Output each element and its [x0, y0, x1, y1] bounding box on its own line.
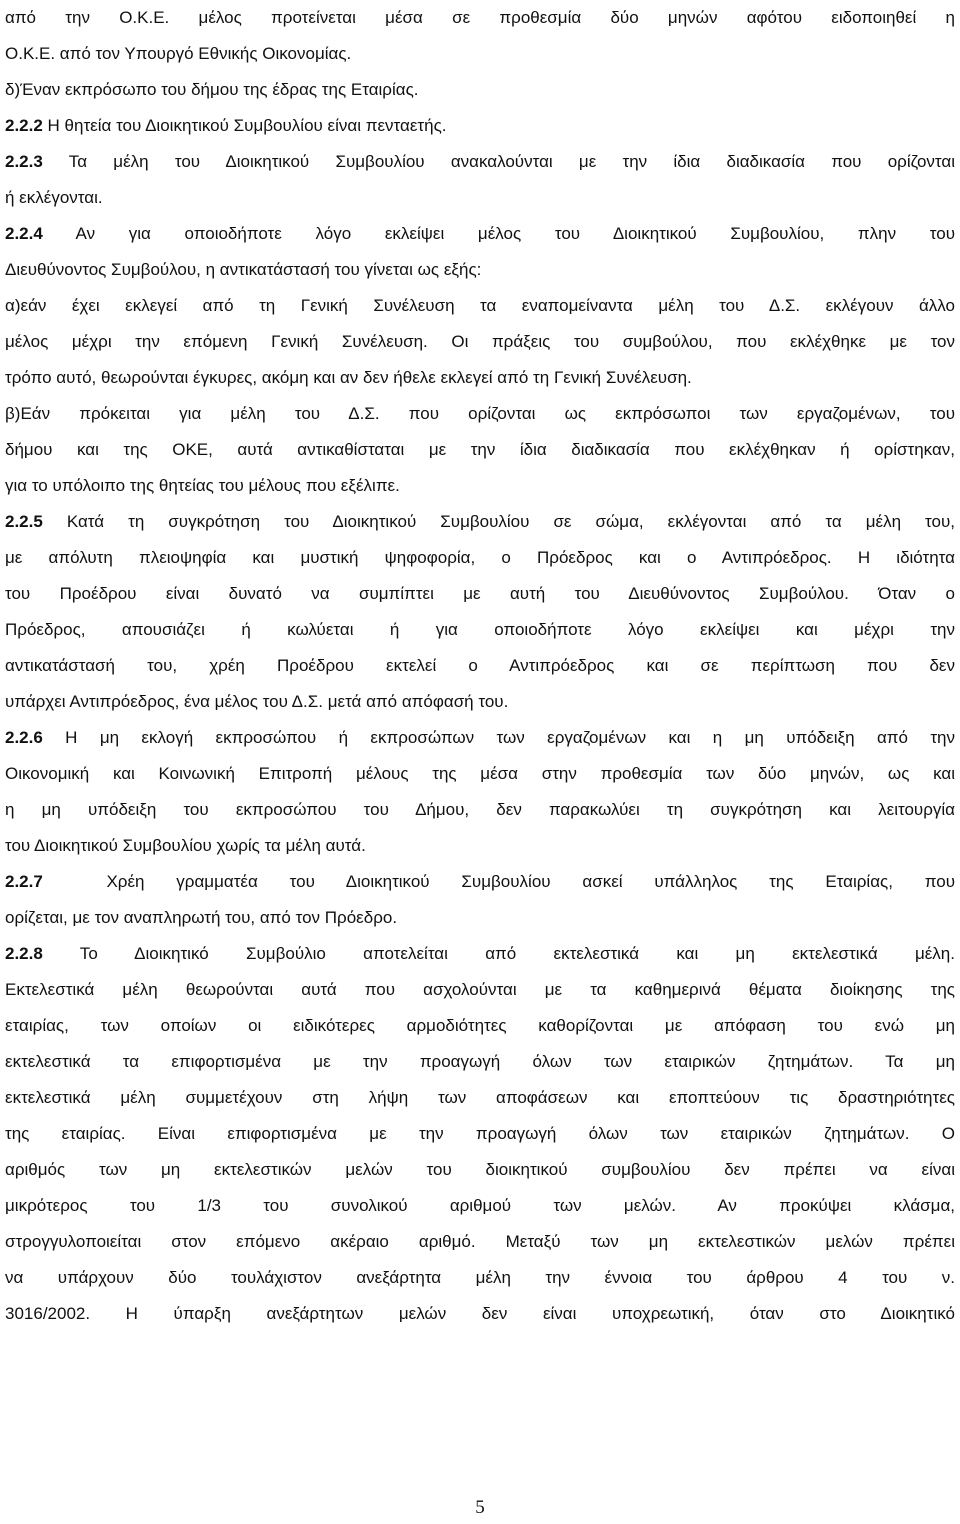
text-line	[5, 1188, 955, 1224]
text-line	[5, 360, 955, 396]
line-text: δήμου και της ΟΚΕ, αυτά αντικαθίσταται με την ίδια διαδικασία που εκλέχθηκαν ή ορίστηκαν,	[5, 440, 955, 459]
text-line	[5, 1080, 955, 1116]
line-text: Τα μέλη του Διοικητικού Συμβουλίου ανακαλούνται με την ίδια διαδικασία που ορίζονται	[42, 152, 955, 171]
line-text: εκτελεστικά τα επιφορτισμένα με την προαγωγή όλων των εταιρικών ζητημάτων. Τα μη	[5, 1052, 955, 1071]
text-line	[5, 0, 955, 36]
text-line	[5, 972, 955, 1008]
text-line	[5, 612, 955, 648]
text-line	[5, 1008, 955, 1044]
text-line	[5, 756, 955, 792]
line-text: του Προέδρου είναι δυνατό να συμπίπτει με αυτή του Διευθύνοντος Συμβούλου. Όταν ο	[5, 584, 955, 603]
text-line	[5, 432, 955, 468]
document-body	[5, 0, 955, 1332]
line-text: με απόλυτη πλειοψηφία και μυστική ψηφοφορία, ο Πρόεδρος και ο Αντιπρόεδρος. Η ιδιότητα	[5, 548, 955, 567]
line-text: Διευθύνοντος Συμβούλου, η αντικατάστασή του γίνεται ως εξής:	[5, 260, 482, 279]
line-text: υπάρχει Αντιπρόεδρος, ένα μέλος του Δ.Σ. μετά από απόφασή του.	[5, 692, 509, 711]
section-number: 2.2.3	[5, 152, 43, 171]
line-text: αντικατάστασή του, χρέη Προέδρου εκτελεί ο Αντιπρόεδρος και σε περίπτωση που δεν	[5, 656, 955, 675]
line-text: τρόπο αυτό, θεωρούνται έγκυρες, ακόμη και αν δεν ήθελε εκλεγεί από τη Γενική Συνέλευση.	[5, 368, 692, 387]
line-text: εταιρίας, των οποίων οι ειδικότερες αρμοδιότητες καθορίζονται με απόφαση του ενώ μη	[5, 1016, 955, 1035]
line-text: μέλος μέχρι την επόμενη Γενική Συνέλευση. Οι πράξεις του συμβούλου, που εκλέχθηκε με τον	[5, 332, 955, 351]
text-line	[5, 504, 955, 540]
text-line	[5, 180, 955, 216]
line-text: Οικονομική και Κοινωνική Επιτροπή μέλους της μέσα στην προθεσμία των δύο μηνών, ως και	[5, 764, 955, 783]
text-line	[5, 1044, 955, 1080]
line-text: η μη υπόδειξη του εκπροσώπου του Δήμου, δεν παρακωλύει τη συγκρότηση και λειτουργία	[5, 800, 955, 819]
text-line	[5, 1224, 955, 1260]
line-text: ορίζεται, με τον αναπληρωτή του, από τον Πρόεδρο.	[5, 908, 398, 927]
line-text: Ο.Κ.Ε. από τον Υπουργό Εθνικής Οικονομίας.	[5, 44, 352, 63]
text-line	[5, 288, 955, 324]
text-line	[5, 36, 955, 72]
text-line	[5, 648, 955, 684]
section-number: 2.2.4	[5, 224, 43, 243]
line-text: στρογγυλοποιείται στον επόμενο ακέραιο αριθμό. Μεταξύ των μη εκτελεστικών μελών πρέπει	[5, 1232, 955, 1251]
line-text: β)Εάν πρόκειται για μέλη του Δ.Σ. που ορίζονται ως εκπρόσωποι των εργαζομένων, του	[5, 404, 955, 423]
section-number: 2.2.6	[5, 728, 43, 747]
line-text: να υπάρχουν δύο τουλάχιστον ανεξάρτητα μέλη την έννοια του άρθρου 4 του ν.	[5, 1268, 955, 1287]
line-text: μικρότερος του 1/3 του συνολικού αριθμού των μελών. Αν προκύψει κλάσμα,	[5, 1196, 955, 1215]
text-line	[5, 216, 955, 252]
text-line	[5, 144, 955, 180]
text-line	[5, 792, 955, 828]
line-text: αριθμός των μη εκτελεστικών μελών του διοικητικού συμβουλίου δεν πρέπει να είναι	[5, 1160, 955, 1179]
line-text: 3016/2002. Η ύπαρξη ανεξάρτητων μελών δεν είναι υποχρεωτική, όταν στο Διοικητικό	[5, 1304, 955, 1323]
line-text: Το Διοικητικό Συμβούλιο αποτελείται από εκτελεστικά και μη εκτελεστικά μέλη.	[42, 944, 955, 963]
text-line	[5, 720, 955, 756]
line-text: ή εκλέγονται.	[5, 188, 103, 207]
text-line	[5, 72, 955, 108]
section-number: 2.2.2	[5, 116, 43, 135]
text-line	[5, 684, 955, 720]
text-line	[5, 468, 955, 504]
line-text: Εκτελεστικά μέλη θεωρούνται αυτά που ασχολούνται με τα καθημερινά θέματα διοίκησης της	[5, 980, 955, 999]
section-number: 2.2.5	[5, 512, 43, 531]
text-line	[5, 324, 955, 360]
section-number: 2.2.7	[5, 872, 43, 891]
line-text: του Διοικητικού Συμβουλίου χωρίς τα μέλη αυτά.	[5, 836, 366, 855]
page-number: 5	[475, 1497, 485, 1518]
line-text: Αν για οποιοδήποτε λόγο εκλείψει μέλος του Διοικητικού Συμβουλίου, πλην του	[42, 224, 955, 243]
text-line	[5, 252, 955, 288]
text-line	[5, 576, 955, 612]
text-line	[5, 108, 955, 144]
text-line	[5, 396, 955, 432]
section-number: 2.2.8	[5, 944, 43, 963]
line-text: της εταιρίας. Είναι επιφορτισμένα με την προαγωγή όλων των εταιρικών ζητημάτων. Ο	[5, 1124, 955, 1143]
line-text: για το υπόλοιπο της θητείας του μέλους που εξέλιπε.	[5, 476, 400, 495]
text-line	[5, 1116, 955, 1152]
line-text: εκτελεστικά μέλη συμμετέχουν στη λήψη των αποφάσεων και εποπτεύουν τις δραστηριότητες	[5, 1088, 955, 1107]
text-line	[5, 1260, 955, 1296]
line-text: από την Ο.Κ.Ε. μέλος προτείνεται μέσα σε προθεσμία δύο μηνών αφότου ειδοποιηθεί η	[5, 8, 955, 27]
line-text: Πρόεδρος, απουσιάζει ή κωλύεται ή για οποιοδήποτε λόγο εκλείψει και μέχρι την	[5, 620, 955, 639]
line-text: Χρέη γραμματέα του Διοικητικού Συμβουλίου ασκεί υπάλληλος της Εταιρίας, που	[42, 872, 955, 891]
text-line	[5, 1296, 955, 1332]
line-text: Η θητεία του Διοικητικού Συμβουλίου είναι πενταετής.	[42, 116, 447, 135]
text-line	[5, 1152, 955, 1188]
text-line	[5, 540, 955, 576]
text-line	[5, 936, 955, 972]
line-text: α)εάν έχει εκλεγεί από τη Γενική Συνέλευση τα εναπομείναντα μέλη του Δ.Σ. εκλέγουν άλλο	[5, 296, 955, 315]
line-text: δ)Έναν εκπρόσωπο του δήμου της έδρας της Εταιρίας.	[5, 80, 419, 99]
text-line	[5, 864, 955, 900]
text-line	[5, 900, 955, 936]
line-text: Κατά τη συγκρότηση του Διοικητικού Συμβουλίου σε σώμα, εκλέγονται από τα μέλη του,	[42, 512, 955, 531]
line-text: Η μη εκλογή εκπροσώπου ή εκπροσώπων των εργαζομένων και η μη υπόδειξη από την	[42, 728, 955, 747]
text-line	[5, 828, 955, 864]
